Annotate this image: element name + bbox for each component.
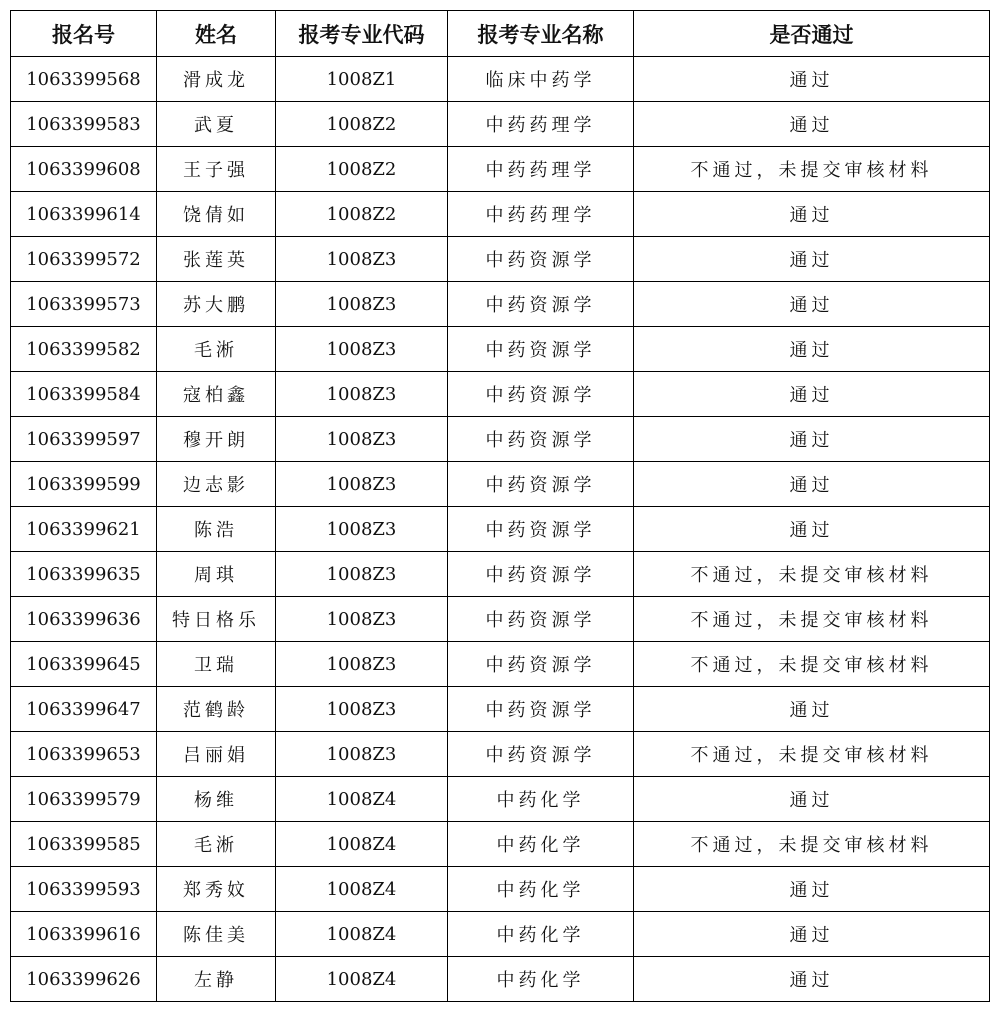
major-code-cell: 1008Z3 [276,282,448,327]
table-row [11,732,990,777]
registration-number-cell: 1063399572 [11,237,157,282]
major-name-cell: 中药化学 [448,777,634,822]
major-code-cell: 1008Z3 [276,417,448,462]
name-cell: 卫瑞 [157,642,276,687]
table-row [11,57,990,102]
major-code-cell: 1008Z4 [276,957,448,1002]
pass-status-cell: 通过 [634,957,990,1002]
table-row [11,822,990,867]
table-body [11,57,990,1002]
registration-number-cell: 1063399621 [11,507,157,552]
pass-status-cell: 通过 [634,282,990,327]
major-code-cell: 1008Z2 [276,102,448,147]
pass-status-cell: 通过 [634,372,990,417]
table-row [11,462,990,507]
major-name-cell: 中药药理学 [448,147,634,192]
table-row [11,327,990,372]
registration-number-cell: 1063399608 [11,147,157,192]
major-name-cell: 中药资源学 [448,642,634,687]
name-cell: 饶倩如 [157,192,276,237]
major-code-cell: 1008Z3 [276,462,448,507]
table-row [11,777,990,822]
major-code-cell: 1008Z3 [276,687,448,732]
registration-number-cell: 1063399582 [11,327,157,372]
table-row [11,237,990,282]
registration-number-cell: 1063399614 [11,192,157,237]
table-row [11,192,990,237]
pass-status-cell: 通过 [634,687,990,732]
pass-status-cell: 通过 [634,912,990,957]
name-cell: 穆开朗 [157,417,276,462]
major-name-cell: 中药资源学 [448,732,634,777]
pass-status-cell: 不通过，未提交审核材料 [634,597,990,642]
major-name-cell: 中药资源学 [448,282,634,327]
table-row [11,282,990,327]
name-cell: 张莲英 [157,237,276,282]
pass-status-cell: 通过 [634,102,990,147]
name-cell: 寇柏鑫 [157,372,276,417]
pass-status-cell: 不通过，未提交审核材料 [634,732,990,777]
major-name-cell: 临床中药学 [448,57,634,102]
table-row [11,912,990,957]
major-code-cell: 1008Z4 [276,867,448,912]
registration-number-cell: 1063399585 [11,822,157,867]
results-table-container [10,10,990,1002]
major-name-cell: 中药资源学 [448,327,634,372]
major-name-cell: 中药资源学 [448,552,634,597]
header-pass-status: 是否通过 [634,11,990,57]
pass-status-cell: 通过 [634,417,990,462]
major-code-cell: 1008Z4 [276,822,448,867]
table-row [11,102,990,147]
registration-number-cell: 1063399583 [11,102,157,147]
name-cell: 左静 [157,957,276,1002]
pass-status-cell: 通过 [634,57,990,102]
registration-number-cell: 1063399568 [11,57,157,102]
table-row [11,417,990,462]
major-name-cell: 中药资源学 [448,462,634,507]
admission-results-table [10,10,990,1002]
table-row [11,642,990,687]
major-code-cell: 1008Z3 [276,732,448,777]
pass-status-cell: 通过 [634,777,990,822]
major-name-cell: 中药药理学 [448,192,634,237]
major-code-cell: 1008Z3 [276,552,448,597]
registration-number-cell: 1063399653 [11,732,157,777]
header-registration-number: 报名号 [11,11,157,57]
major-name-cell: 中药资源学 [448,417,634,462]
major-name-cell: 中药化学 [448,912,634,957]
pass-status-cell: 通过 [634,237,990,282]
name-cell: 陈佳美 [157,912,276,957]
major-code-cell: 1008Z3 [276,327,448,372]
table-row [11,147,990,192]
table-row [11,552,990,597]
pass-status-cell: 通过 [634,192,990,237]
pass-status-cell: 不通过，未提交审核材料 [634,642,990,687]
name-cell: 边志影 [157,462,276,507]
table-row [11,597,990,642]
registration-number-cell: 1063399597 [11,417,157,462]
pass-status-cell: 通过 [634,462,990,507]
pass-status-cell: 通过 [634,327,990,372]
registration-number-cell: 1063399626 [11,957,157,1002]
registration-number-cell: 1063399616 [11,912,157,957]
major-name-cell: 中药资源学 [448,687,634,732]
name-cell: 郑秀妏 [157,867,276,912]
major-name-cell: 中药资源学 [448,597,634,642]
major-name-cell: 中药资源学 [448,507,634,552]
name-cell: 苏大鹏 [157,282,276,327]
table-header-row [11,11,990,57]
name-cell: 陈浩 [157,507,276,552]
registration-number-cell: 1063399636 [11,597,157,642]
major-code-cell: 1008Z3 [276,642,448,687]
registration-number-cell: 1063399584 [11,372,157,417]
pass-status-cell: 不通过，未提交审核材料 [634,147,990,192]
major-code-cell: 1008Z3 [276,372,448,417]
major-code-cell: 1008Z3 [276,237,448,282]
name-cell: 武夏 [157,102,276,147]
pass-status-cell: 不通过，未提交审核材料 [634,822,990,867]
major-code-cell: 1008Z2 [276,192,448,237]
major-name-cell: 中药化学 [448,867,634,912]
pass-status-cell: 通过 [634,867,990,912]
header-major-code: 报考专业代码 [276,11,448,57]
header-name: 姓名 [157,11,276,57]
table-row [11,687,990,732]
registration-number-cell: 1063399593 [11,867,157,912]
name-cell: 周琪 [157,552,276,597]
table-row [11,507,990,552]
major-code-cell: 1008Z4 [276,777,448,822]
major-name-cell: 中药资源学 [448,237,634,282]
registration-number-cell: 1063399647 [11,687,157,732]
major-name-cell: 中药药理学 [448,102,634,147]
registration-number-cell: 1063399635 [11,552,157,597]
registration-number-cell: 1063399599 [11,462,157,507]
name-cell: 王子强 [157,147,276,192]
major-code-cell: 1008Z1 [276,57,448,102]
major-code-cell: 1008Z2 [276,147,448,192]
pass-status-cell: 不通过，未提交审核材料 [634,552,990,597]
major-name-cell: 中药化学 [448,822,634,867]
name-cell: 杨维 [157,777,276,822]
name-cell: 范鹤龄 [157,687,276,732]
table-row [11,867,990,912]
name-cell: 滑成龙 [157,57,276,102]
name-cell: 毛淅 [157,327,276,372]
major-code-cell: 1008Z4 [276,912,448,957]
major-name-cell: 中药化学 [448,957,634,1002]
header-major-name: 报考专业名称 [448,11,634,57]
name-cell: 毛淅 [157,822,276,867]
table-row [11,372,990,417]
major-name-cell: 中药资源学 [448,372,634,417]
registration-number-cell: 1063399645 [11,642,157,687]
table-row [11,957,990,1002]
registration-number-cell: 1063399573 [11,282,157,327]
major-code-cell: 1008Z3 [276,507,448,552]
registration-number-cell: 1063399579 [11,777,157,822]
name-cell: 吕丽娟 [157,732,276,777]
pass-status-cell: 通过 [634,507,990,552]
name-cell: 特日格乐 [157,597,276,642]
major-code-cell: 1008Z3 [276,597,448,642]
